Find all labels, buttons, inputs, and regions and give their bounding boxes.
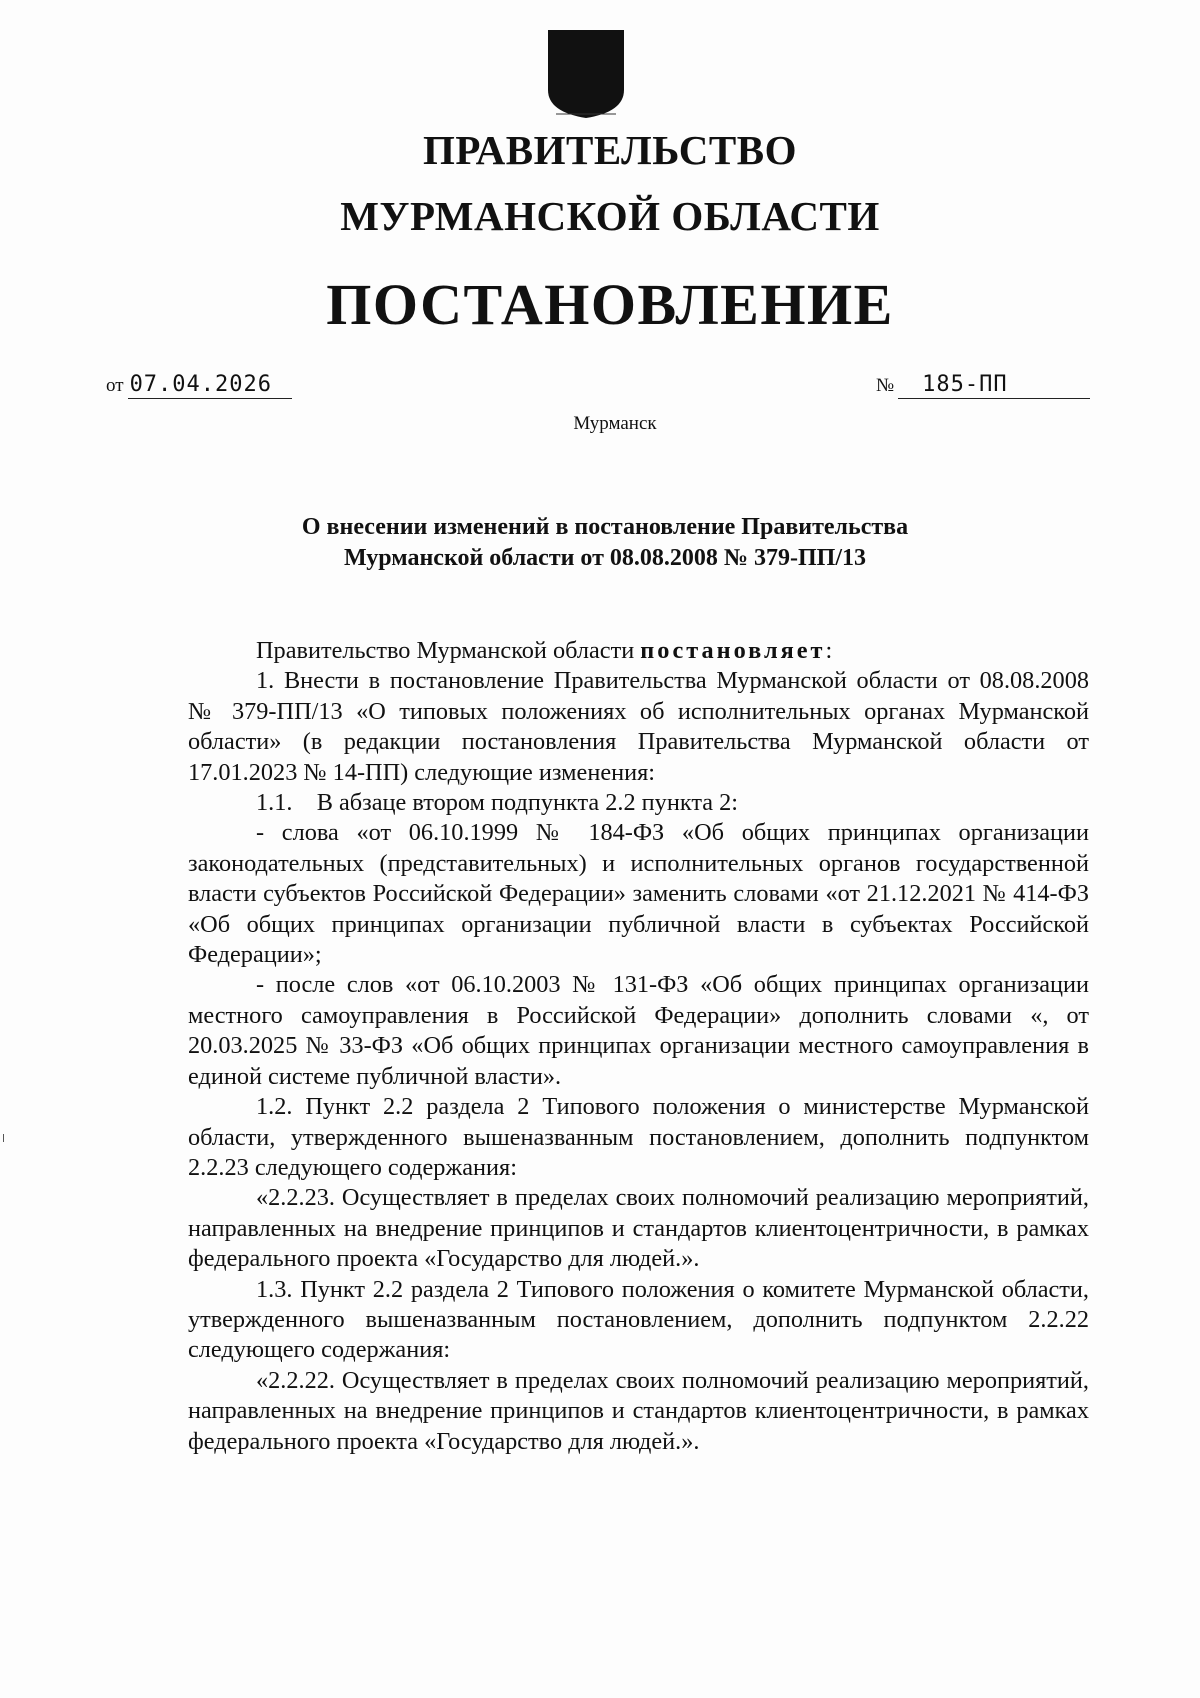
subject-line-1: О внесении изменений в постановление Правительства xyxy=(301,514,909,540)
intro-keyword: постановляет xyxy=(640,637,826,664)
intro-paragraph xyxy=(188,636,1089,666)
document-body xyxy=(188,636,1089,1457)
number-prefix: № xyxy=(876,375,895,396)
item-1-2-quote: «2.2.23. Осуществляет в пределах своих полномочий реализацию мероприятий, направленных на внедрение принципов и стандартов клиентоцентричности, в рамках федерального проекта «Государство для людей.». xyxy=(188,1184,1089,1273)
government-name-line-1: ПРАВИТЕЛЬСТВО xyxy=(422,127,798,173)
item-1: 1. Внести в постановление Правительства Мурманской области от 08.08.2008 № 379-ПП/13 «О типовых положениях об исполнительных органах Мурманской области» (в редакции постановления Правительства Мурманской области от 17.01.2023 № 14-ПП) следующие изменения: xyxy=(188,667,1089,786)
document-date xyxy=(106,374,292,399)
item-1-3: 1.3. Пункт 2.2 раздела 2 Типового положения о комитете Мурманской области, утвержденного вышеназванным постановлением, дополнить подпунктом 2.2.22 следующего содержания: xyxy=(188,1275,1089,1364)
date-prefix: от xyxy=(106,375,124,396)
number-value: 185-ПП xyxy=(898,374,1090,399)
item-1-1: 1.1. В абзаце втором подпункта 2.2 пункта 2: xyxy=(256,789,738,817)
subject-line-2: Мурманской области от 08.08.2008 № 379-ПП/13 xyxy=(343,545,867,571)
city-name: Мурманск xyxy=(573,413,657,434)
item-1-2: 1.2. Пункт 2.2 раздела 2 Типового положения о министерстве Мурманской области, утвержденного вышеназванным постановлением, дополнить подпунктом 2.2.23 следующего содержания: xyxy=(188,1093,1089,1181)
intro-colon: : xyxy=(825,637,833,664)
government-name-line-2: МУРМАНСКОЙ ОБЛАСТИ xyxy=(340,193,880,239)
item-1-1-b: - после слов «от 06.10.2003 № 131-ФЗ «Об общих принципах организации местного самоуправления в Российской Федерации» дополнить словами «, от 20.03.2025 № 33-ФЗ «Об общих принципах организации местного самоуправления в единой системе публичной власти». xyxy=(188,971,1089,1090)
document-number xyxy=(876,374,1090,399)
date-value: 07.04.2026 xyxy=(128,374,292,399)
intro-text: Правительство Мурманской области xyxy=(256,637,641,664)
scan-edge-mark xyxy=(3,1134,4,1142)
item-1-3-quote: «2.2.22. Осуществляет в пределах своих полномочий реализацию мероприятий, направленных на внедрение принципов и стандартов клиентоцентричности, в рамках федерального проекта «Государство для людей.». xyxy=(188,1366,1089,1455)
item-1-1-a: - слова «от 06.10.1999 № 184-ФЗ «Об общих принципах организации законодательных (представительных) и исполнительных органов государственной власти субъектов Российской Федерации» заменить словами «от 21.12.2021 № 414-ФЗ «Об общих принципах организации публичной власти в субъектах Российской Федерации»; xyxy=(188,819,1089,969)
coat-of-arms-icon xyxy=(546,28,626,120)
document-type-title: ПОСТАНОВЛЕНИЕ xyxy=(326,272,894,337)
